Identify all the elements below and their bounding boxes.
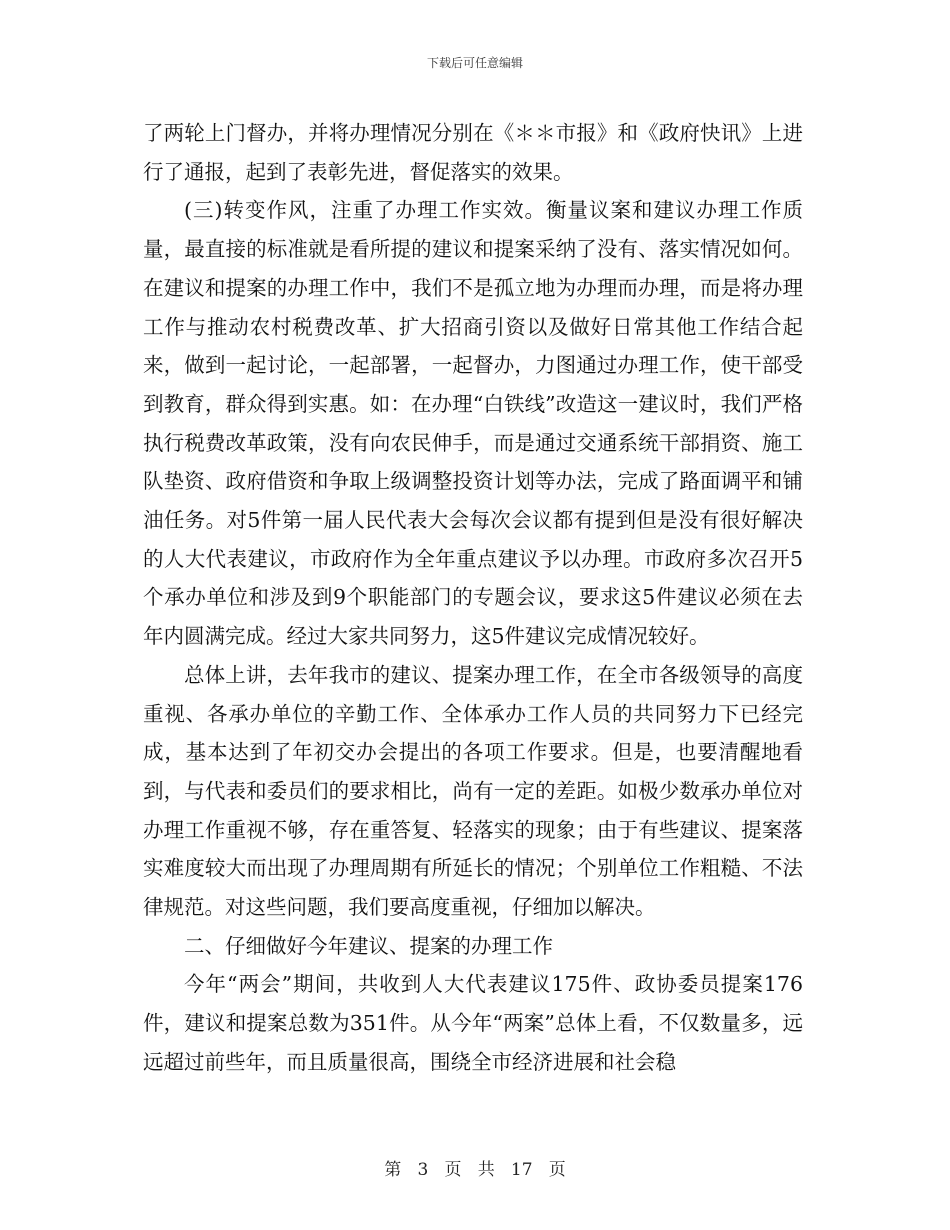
total-pages-number: 17 — [510, 1160, 533, 1180]
total-label: 共 — [477, 1160, 495, 1180]
paragraph-continuation: 了两轮上门督办，并将办理情况分别在《＊＊市报》和《政府快讯》上进行了通报，起到了表彰先进，督促落实的效果。 — [143, 121, 803, 184]
page-header-note: 下载后可任意编辑 — [426, 56, 523, 70]
section-heading-two: 二、仔细做好今年建议、提案的办理工作 — [184, 933, 553, 958]
page-unit-end: 页 — [548, 1160, 566, 1180]
paragraph-this-year: 今年“两会”期间，共收到人大代表建议175件、政协委员提案176件，建议和提案总数为351件。从今年“两案”总体上看，不仅数量多，远远超过前些年，而且质量很高，围绕全市经济进展和社会稳 — [143, 972, 803, 1074]
document-body — [143, 114, 803, 1082]
paragraph-summary: 总体上讲，去年我市的建议、提案办理工作，在全市各级领导的高度重视、各承办单位的辛勤工作、全体承办工作人员的共同努力下已经完成，基本达到了年初交办会提出的各项工作要求。但是，也要清醒地看到，与代表和委员们的要求相比，尚有一定的差距。如极少数承办单位对办理工作重视不够，存在重答复、轻落实的现象；由于有些建议、提案落实难度较大而出现了办理周期有所延长的情况；个别单位工作粗糙、不法律规范。对这些问题，我们要高度重视，仔细加以解决。 — [143, 662, 803, 920]
paragraph-section-three: (三)转变作风，注重了办理工作实效。衡量议案和建议办理工作质量，最直接的标准就是看所提的建议和提案采纳了没有、落实情况如何。在建议和提案的办理工作中，我们不是孤立地为办理而办理，而是将办理工作与推动农村税费改革、扩大招商引资以及做好日常其他工作结合起来，做到一起讨论，一起部署，一起督办，力图通过办理工作，使干部受到教育，群众得到实惠。如：在办理“白铁线”改造这一建议时，我们严格执行税费改革政策，没有向农民伸手，而是通过交通系统干部捐资、施工队垫资、政府借资和争取上级调整投资计划等办法，完成了路面调平和铺油任务。对5件第一届人民代表大会每次会议都有提到但是没有很好解决的人大代表建议，市政府作为全年重点建议予以办理。市政府多次召开5个承办单位和涉及到9个职能部门的专题会议，要求这5件建议必须在去年内圆满完成。经过大家共同努力，这5件建议完成情况较好。 — [143, 198, 803, 649]
page-unit: 页 — [444, 1160, 462, 1180]
current-page-number: 3 — [417, 1160, 429, 1180]
page-footer — [0, 1155, 950, 1180]
page-label-prefix: 第 — [384, 1160, 402, 1180]
